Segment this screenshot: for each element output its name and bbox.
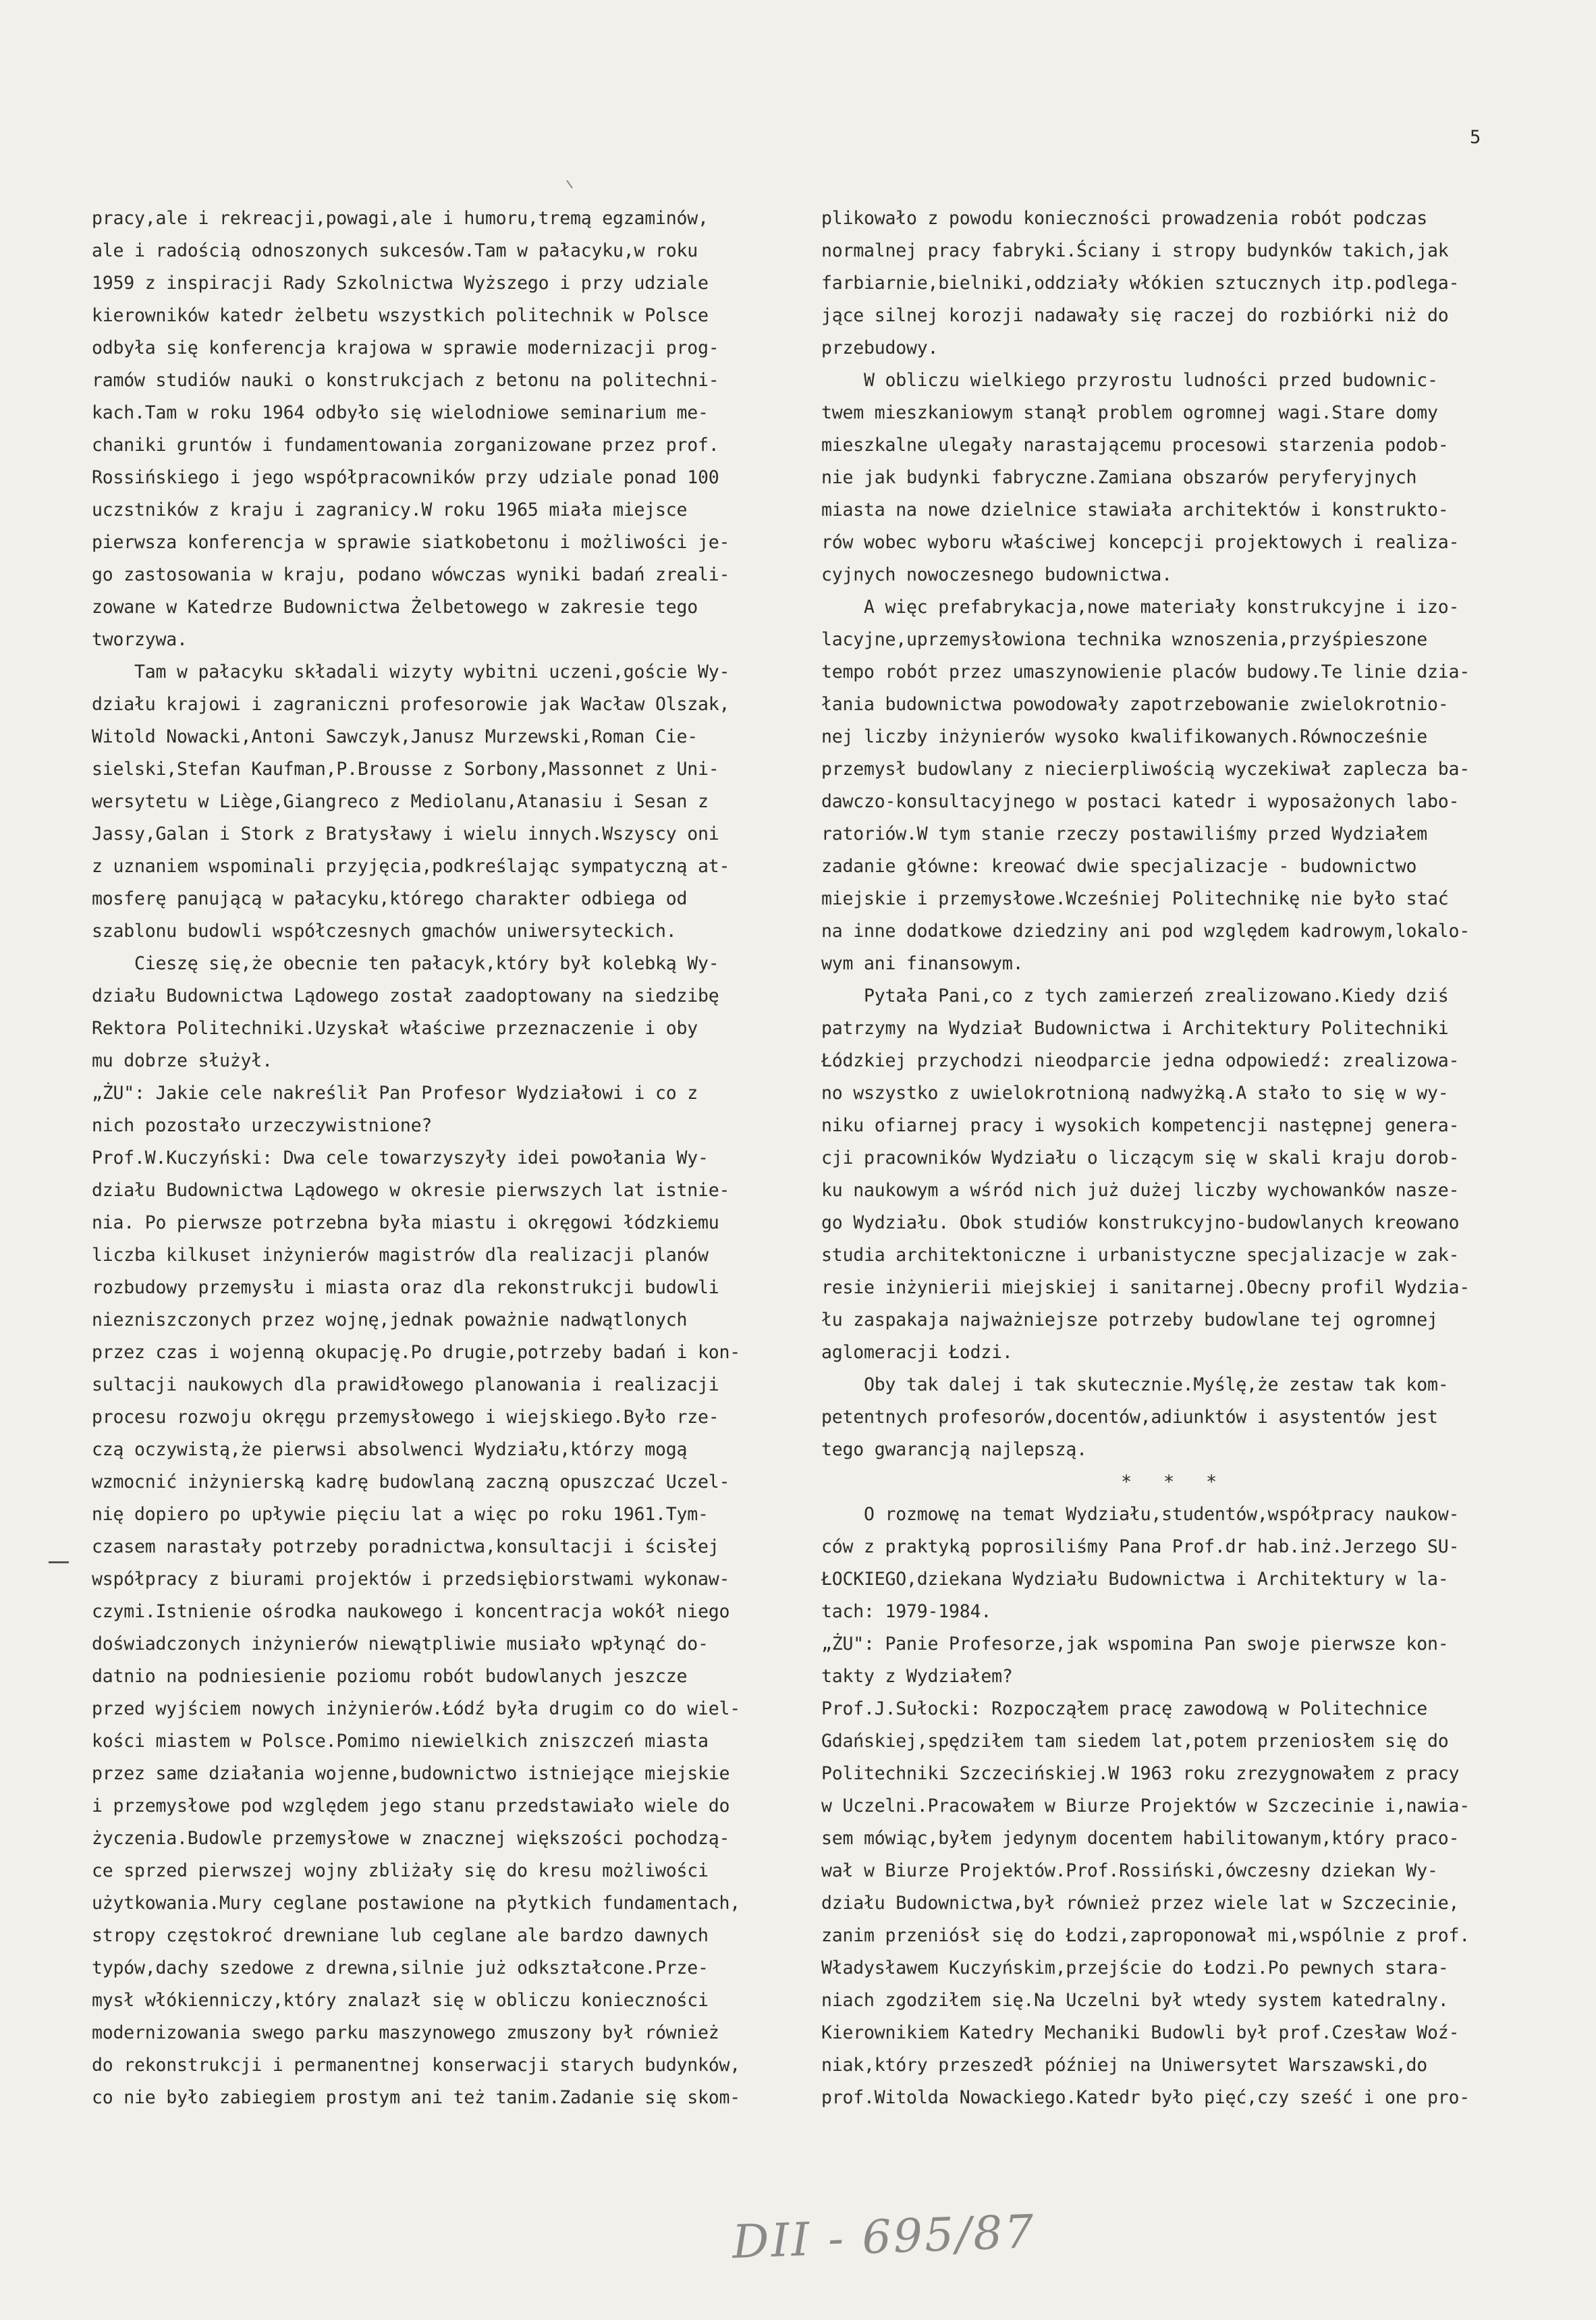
text-line: działu Budownictwa Lądowego w okresie pierwszych lat istnie- bbox=[92, 1180, 730, 1201]
margin-mark bbox=[49, 1561, 69, 1563]
text-line: Jassy,Galan i Stork z Bratysławy i wielu innych.Wszyscy oni bbox=[92, 824, 719, 844]
text-line: tego gwarancją najlepszą. bbox=[821, 1439, 1087, 1460]
text-line: no wszystko z uwielokrotnioną nadwyżką.A stało to się w wy- bbox=[821, 1083, 1449, 1104]
text-line: nie jak budynki fabryczne.Zamiana obszarów peryferyjnych bbox=[821, 467, 1417, 488]
text-line: wersytetu w Liège,Giangreco z Mediolanu,Atanasiu i Sesan z bbox=[92, 791, 709, 812]
text-line: „ŻU": Panie Profesorze,jak wspomina Pan swoje pierwsze kon- bbox=[821, 1634, 1449, 1654]
text-line: 1959 z inspiracji Rady Szkolnictwa Wyższego i przy udziale bbox=[92, 273, 709, 294]
text-line: doświadczonych inżynierów niewątpliwie musiało wpłynąć do- bbox=[92, 1634, 709, 1654]
page-number: 5 bbox=[1470, 127, 1481, 148]
text-line: Gdańskiej,spędziłem tam siedem lat,potem przeniosłem się do bbox=[821, 1731, 1449, 1752]
text-line: ce sprzed pierwszej wojny zbliżały się do kresu możliwości bbox=[92, 1860, 709, 1881]
text-line: mu dobrze służył. bbox=[92, 1050, 273, 1071]
text-line: nich pozostało urzeczywistnione? bbox=[92, 1115, 433, 1136]
text-line: stropy częstokroć drewniane lub ceglane ale bardzo dawnych bbox=[92, 1925, 709, 1946]
text-line: O rozmowę na temat Wydziału,studentów,współpracy naukow- bbox=[821, 1504, 1460, 1525]
text-line: twem mieszkaniowym stanął problem ogromnej wagi.Stare domy bbox=[821, 402, 1438, 423]
text-line: zadanie główne: kreować dwie specjalizacje - budownictwo bbox=[821, 856, 1417, 877]
text-line: w Uczelni.Pracowałem w Biurze Projektów w Szczecinie i,nawia- bbox=[821, 1796, 1470, 1816]
text-line: przez czas i wojenną okupację.Po drugie,potrzeby badań i kon- bbox=[92, 1342, 741, 1363]
text-line: czymi.Istnienie ośrodka naukowego i koncentracja wokół niego bbox=[92, 1601, 730, 1622]
left-text-column bbox=[92, 203, 773, 2114]
text-line: pracy,ale i rekreacji,powagi,ale i humoru,tremą egzaminów, bbox=[92, 208, 709, 229]
text-line: zanim przeniósł się do Łodzi,zaproponował mi,wspólnie z prof. bbox=[821, 1925, 1470, 1946]
text-line: Tam w pałacyku składali wizyty wybitni uczeni,goście Wy- bbox=[92, 662, 730, 682]
handwritten-catalog-note: DII - 695/87 bbox=[731, 2205, 1037, 2269]
text-line: Kierownikiem Katedry Mechaniki Budowli był prof.Czesław Woź- bbox=[821, 2022, 1460, 2043]
text-line: miasta na nowe dzielnice stawiała architektów i konstrukto- bbox=[821, 500, 1449, 520]
text-line: wał w Biurze Projektów.Prof.Rossiński,ówczesny dziekan Wy- bbox=[821, 1860, 1438, 1881]
text-line: ŁOCKIEGO,dziekana Wydziału Budownictwa i Architektury w la- bbox=[821, 1569, 1449, 1590]
text-line: z uznaniem wspominali przyjęcia,podkreślając sympatyczną at- bbox=[92, 856, 730, 877]
text-line: odbyła się konferencja krajowa w sprawie modernizacji prog- bbox=[92, 338, 719, 358]
text-line: niach zgodziłem się.Na Uczelni był wtedy system katedralny. bbox=[821, 1990, 1449, 2011]
text-line: petentnych profesorów,docentów,adiunktów i asystentów jest bbox=[821, 1407, 1438, 1428]
text-line: takty z Wydziałem? bbox=[821, 1666, 1013, 1687]
text-line: Pytała Pani,co z tych zamierzeń zrealizowano.Kiedy dziś bbox=[821, 986, 1449, 1006]
text-line: tach: 1979-1984. bbox=[821, 1601, 992, 1622]
text-line: sultacji naukowych dla prawidłowego planowania i realizacji bbox=[92, 1374, 719, 1395]
text-line: ramów studiów nauki o konstrukcjach z betonu na politechni- bbox=[92, 370, 719, 391]
text-line: i przemysłowe pod względem jego stanu przedstawiało wiele do bbox=[92, 1796, 730, 1816]
text-line: chaniki gruntów i fundamentowania zorganizowane przez prof. bbox=[92, 435, 719, 456]
text-line: niku ofiarnej pracy i wysokich kompetencji następnej genera- bbox=[821, 1115, 1460, 1136]
text-line: lacyjne,uprzemysłowiona technika wznoszenia,przyśpieszone bbox=[821, 629, 1427, 650]
text-line: datnio na podniesienie poziomu robót budowlanych jeszcze bbox=[92, 1666, 688, 1687]
text-line: przemysł budowlany z niecierpliwością wyczekiwał zaplecza ba- bbox=[821, 759, 1470, 780]
text-line: łania budownictwa powodowały zapotrzebowanie zwielokrotnio- bbox=[821, 694, 1449, 715]
text-line: życzenia.Budowle przemysłowe w znacznej większości pochodzą- bbox=[92, 1828, 730, 1849]
text-line: patrzymy na Wydział Budownictwa i Architektury Politechniki bbox=[821, 1018, 1449, 1039]
text-line: łu zaspakaja najważniejsze potrzeby budowlane tej ogromnej bbox=[821, 1310, 1438, 1330]
text-line: kach.Tam w roku 1964 odbyło się wielodniowe seminarium me- bbox=[92, 402, 709, 423]
text-line: go zastosowania w kraju, podano wówczas wyniki badań zreali- bbox=[92, 564, 730, 585]
text-line: ratoriów.W tym stanie rzeczy postawiliśmy przed Wydziałem bbox=[821, 824, 1427, 844]
text-line: użytkowania.Mury ceglane postawione na płytkich fundamentach, bbox=[92, 1893, 741, 1914]
text-line: aglomeracji Łodzi. bbox=[821, 1342, 1013, 1363]
text-line: przed wyjściem nowych inżynierów.Łódź była drugim co do wiel- bbox=[92, 1698, 741, 1719]
text-line: * * * bbox=[1121, 1472, 1217, 1492]
text-line: Władysławem Kuczyńskim,przejście do Łodzi.Po pewnych stara- bbox=[821, 1958, 1449, 1978]
text-line: mieszkalne ulegały narastającemu procesowi starzenia podob- bbox=[821, 435, 1449, 456]
text-line: szablonu budowli współczesnych gmachów uniwersyteckich. bbox=[92, 921, 677, 942]
text-line: modernizowania swego parku maszynowego zmuszony był również bbox=[92, 2022, 719, 2043]
text-line: go Wydziału. Obok studiów konstrukcyjno-budowlanych kreowano bbox=[821, 1212, 1460, 1233]
text-line: rozbudowy przemysłu i miasta oraz dla rekonstrukcji budowli bbox=[92, 1277, 719, 1298]
text-line: tempo robót przez umaszynowienie placów budowy.Te linie dzia- bbox=[821, 662, 1470, 682]
text-line: niak,który przeszedł później na Uniwersytet Warszawski,do bbox=[821, 2055, 1427, 2076]
text-line: dawczo-konsultacyjnego w postaci katedr i wyposażonych labo- bbox=[821, 791, 1460, 812]
text-line: Witold Nowacki,Antoni Sawczyk,Janusz Murzewski,Roman Cie- bbox=[92, 726, 698, 747]
text-line: nej liczby inżynierów wysoko kwalifikowanych.Równocześnie bbox=[821, 726, 1427, 747]
text-line: kierowników katedr żelbetu wszystkich politechnik w Polsce bbox=[92, 305, 709, 326]
text-line: nia. Po pierwsze potrzebna była miastu i okręgowi łódzkiemu bbox=[92, 1212, 719, 1233]
text-line: cji pracowników Wydziału o liczącym się w skali kraju dorob- bbox=[821, 1148, 1460, 1168]
text-line: niezniszczonych przez wojnę,jednak poważnie nadwątlonych bbox=[92, 1310, 688, 1330]
text-line: rów wobec wyboru właściwej koncepcji projektowych i realiza- bbox=[821, 532, 1460, 553]
text-line: procesu rozwoju okręgu przemysłowego i wiejskiego.Było rze- bbox=[92, 1407, 719, 1428]
text-line: miejskie i przemysłowe.Wcześniej Politechnikę nie było stać bbox=[821, 888, 1449, 909]
text-line: normalnej pracy fabryki.Ściany i stropy budynków takich,jak bbox=[821, 240, 1449, 261]
text-line: prof.Witolda Nowackiego.Katedr było pięć,czy sześć i one pro- bbox=[821, 2087, 1470, 2108]
text-line: sem mówiąc,byłem jedynym docentem habilitowanym,który praco- bbox=[821, 1828, 1460, 1849]
text-line: „ŻU": Jakie cele nakreślił Pan Profesor Wydziałowi i co z bbox=[92, 1083, 698, 1104]
text-line: A więc prefabrykacja,nowe materiały konstrukcyjne i izo- bbox=[821, 597, 1460, 618]
text-line: współpracy z biurami projektów i przedsiębiorstwami wykonaw- bbox=[92, 1569, 730, 1590]
text-line: Rektora Politechniki.Uzyskał właściwe przeznaczenie i oby bbox=[92, 1018, 698, 1039]
text-line: Prof.J.Sułocki: Rozpocząłem pracę zawodową w Politechnice bbox=[821, 1698, 1427, 1719]
text-line: ców z praktyką poprosiliśmy Pana Prof.dr hab.inż.Jerzego SU- bbox=[821, 1536, 1460, 1557]
text-line: do rekonstrukcji i permanentnej konserwacji starych budynków, bbox=[92, 2055, 741, 2076]
text-line: uczstników z kraju i zagranicy.W roku 1965 miała miejsce bbox=[92, 500, 688, 520]
text-line: Oby tak dalej i tak skutecznie.Myślę,że zestaw tak kom- bbox=[821, 1374, 1449, 1395]
text-line: działu krajowi i zagraniczni profesorowie jak Wacław Olszak, bbox=[92, 694, 730, 715]
stray-mark bbox=[566, 180, 573, 189]
text-line: działu Budownictwa,był również przez wiele lat w Szczecinie, bbox=[821, 1893, 1460, 1914]
text-line: mosferę panującą w pałacyku,którego charakter odbiega od bbox=[92, 888, 688, 909]
text-line: ale i radością odnoszonych sukcesów.Tam w pałacyku,w roku bbox=[92, 240, 698, 261]
text-line: W obliczu wielkiego przyrostu ludności przed budownic- bbox=[821, 370, 1438, 391]
text-line: plikowało z powodu konieczności prowadzenia robót podczas bbox=[821, 208, 1427, 229]
text-line: Łódzkiej przychodzi nieodparcie jedna odpowiedź: zrealizowa- bbox=[821, 1050, 1460, 1071]
text-line: liczba kilkuset inżynierów magistrów dla realizacji planów bbox=[92, 1245, 709, 1266]
text-line: Cieszę się,że obecnie ten pałacyk,który był kolebką Wy- bbox=[92, 953, 719, 974]
text-line: cyjnych nowoczesnego budownictwa. bbox=[821, 564, 1172, 585]
text-line: wym ani finansowym. bbox=[821, 953, 1024, 974]
text-line: wzmocnić inżynierską kadrę budowlaną zaczną opuszczać Uczel- bbox=[92, 1472, 730, 1492]
text-line: mysł włókienniczy,który znalazł się w obliczu konieczności bbox=[92, 1990, 709, 2011]
text-line: Rossińskiego i jego współpracowników przy udziale ponad 100 bbox=[92, 467, 719, 488]
text-line: co nie było zabiegiem prostym ani też tanim.Zadanie się skom- bbox=[92, 2087, 741, 2108]
text-line: czą oczywistą,że pierwsi absolwenci Wydziału,którzy mogą bbox=[92, 1439, 688, 1460]
right-text-column bbox=[821, 203, 1516, 2114]
text-line: studia architektoniczne i urbanistyczne specjalizacje w zak- bbox=[821, 1245, 1460, 1266]
text-line: Politechniki Szczecińskiej.W 1963 roku zrezygnowałem z pracy bbox=[821, 1763, 1460, 1784]
text-line: zowane w Katedrze Budownictwa Żelbetowego w zakresie tego bbox=[92, 597, 698, 618]
text-line: działu Budownictwa Lądowego został zaadoptowany na siedzibę bbox=[92, 986, 719, 1006]
text-line: resie inżynierii miejskiej i sanitarnej.Obecny profil Wydzia- bbox=[821, 1277, 1470, 1298]
text-line: ku naukowym a wśród nich już dużej liczby wychowanków nasze- bbox=[821, 1180, 1460, 1201]
text-line: typów,dachy szedowe z drewna,silnie już odkształcone.Prze- bbox=[92, 1958, 709, 1978]
text-line: sielski,Stefan Kaufman,P.Brousse z Sorbony,Massonnet z Uni- bbox=[92, 759, 719, 780]
text-line: przebudowy. bbox=[821, 338, 939, 358]
text-line: tworzywa. bbox=[92, 629, 188, 650]
text-line: przez same działania wojenne,budownictwo istniejące miejskie bbox=[92, 1763, 730, 1784]
text-line: jące silnej korozji nadawały się raczej do rozbiórki niż do bbox=[821, 305, 1449, 326]
text-line: farbiarnie,bielniki,oddziały włókien sztucznych itp.podlega- bbox=[821, 273, 1460, 294]
text-line: nię dopiero po upływie pięciu lat a więc po roku 1961.Tym- bbox=[92, 1504, 709, 1525]
text-line: pierwsza konferencja w sprawie siatkobetonu i możliwości je- bbox=[92, 532, 730, 553]
text-line: na inne dodatkowe dziedziny ani pod względem kadrowym,lokalo- bbox=[821, 921, 1470, 942]
text-line: Prof.W.Kuczyński: Dwa cele towarzyszyły idei powołania Wy- bbox=[92, 1148, 709, 1168]
text-line: kości miastem w Polsce.Pomimo niewielkich zniszczeń miasta bbox=[92, 1731, 709, 1752]
text-line: czasem narastały potrzeby poradnictwa,konsultacji i ścisłej bbox=[92, 1536, 719, 1557]
